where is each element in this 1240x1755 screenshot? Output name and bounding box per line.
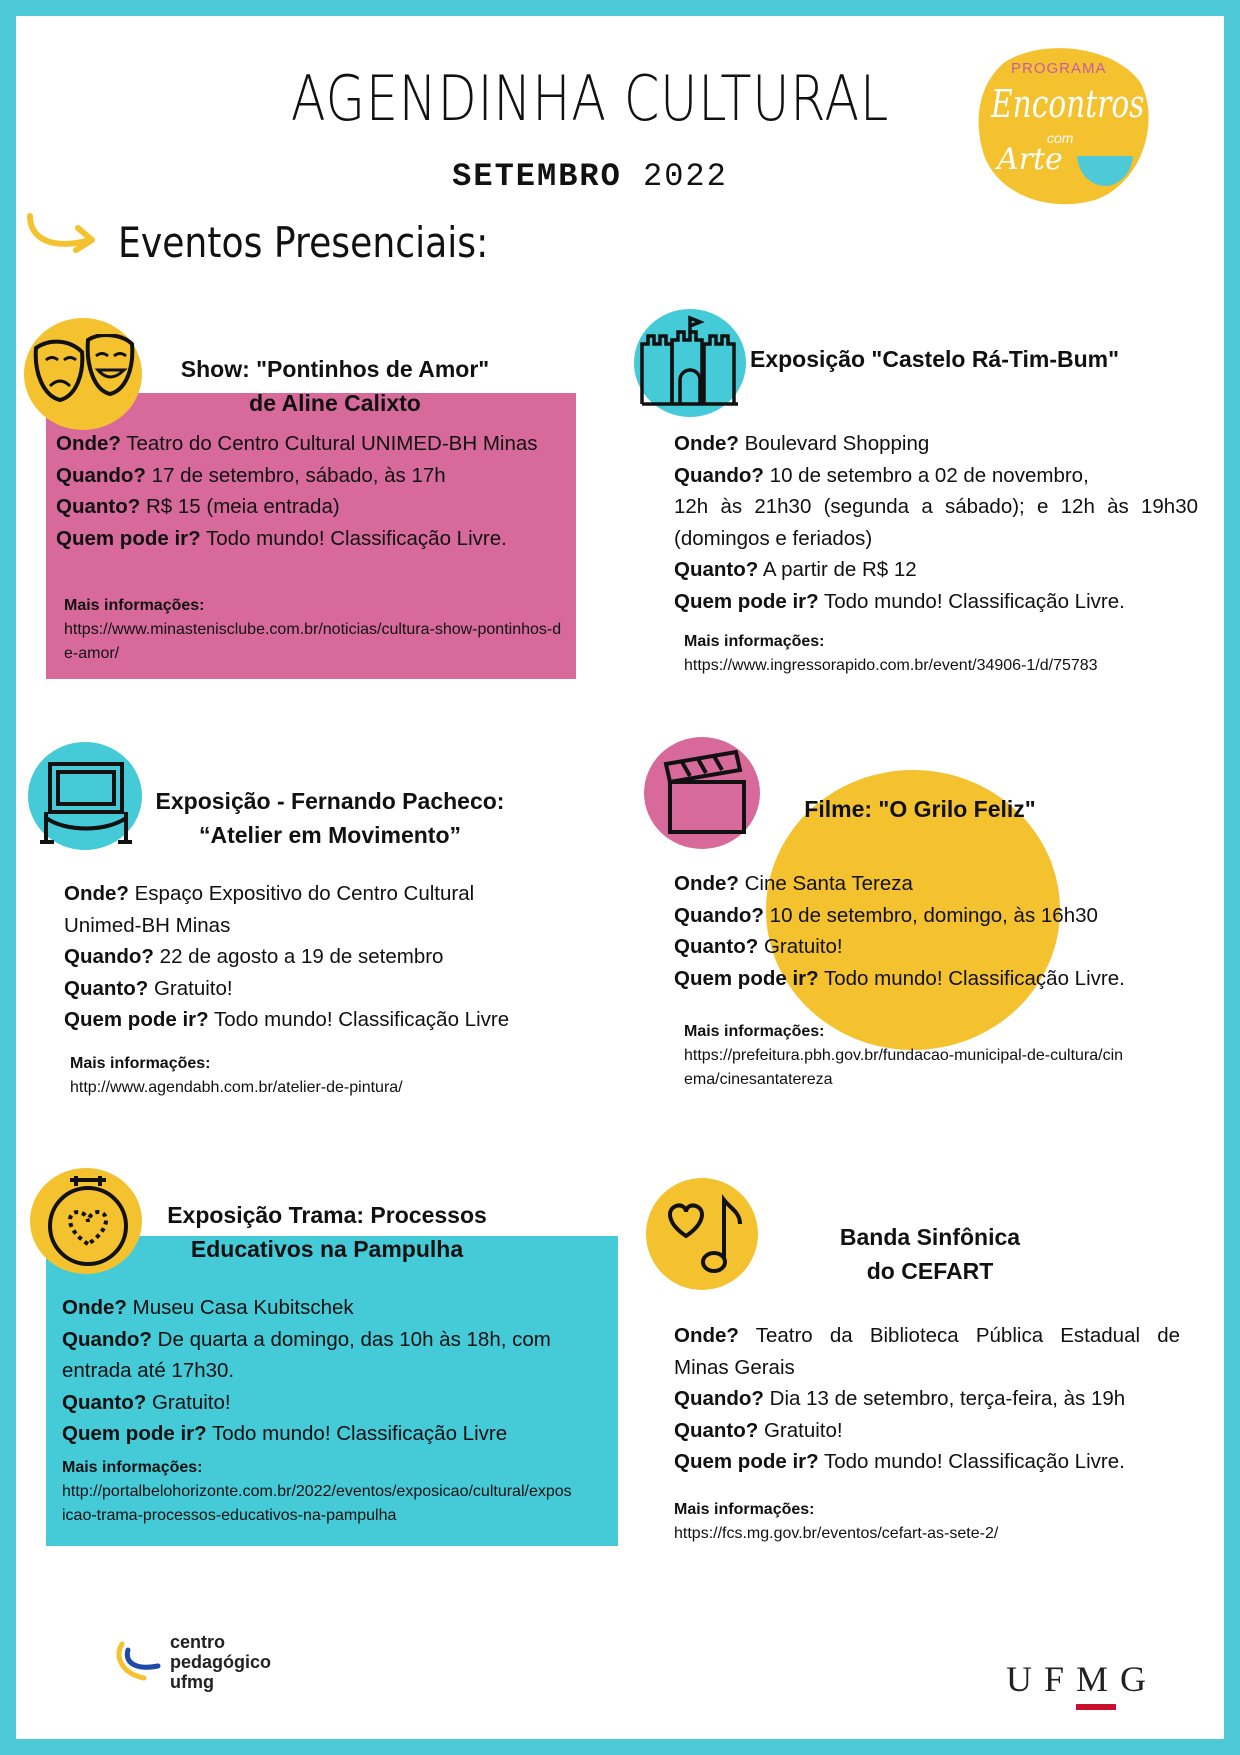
price-label: Quanto?	[62, 1390, 147, 1414]
where-label: Onde?	[674, 872, 739, 895]
event-title	[800, 1220, 1060, 1288]
where-value: Espaço Expositivo do Centro Cultural	[134, 882, 475, 905]
cp-line2: pedagógico	[170, 1652, 272, 1672]
when-value-line2: 12h às 21h30 (segunda a sábado); e 12h às 19h30	[674, 495, 1198, 518]
bowl-icon	[1075, 150, 1135, 190]
event-title-line1: Exposição - Fernando Pacheco:	[155, 788, 505, 814]
more-info-link[interactable]: https://fcs.mg.gov.br/eventos/cefart-as-sete-2/	[674, 1525, 999, 1542]
where-label: Onde?	[64, 882, 129, 905]
who-label: Quem pode ir?	[64, 1008, 209, 1031]
when-value: De quarta a domingo, das 10h às 18h, com	[157, 1327, 551, 1351]
who-value: Todo mundo! Classificação Livre.	[823, 589, 1125, 613]
event-info	[674, 428, 1198, 617]
when-value: 17 de setembro, sábado, às 17h	[151, 463, 446, 487]
who-value: Todo mundo! Classificação Livre.	[823, 1450, 1125, 1473]
program-logo-line3: com	[1047, 130, 1074, 146]
event-title-line2: Educativos na Pampulha	[190, 1236, 464, 1262]
when-value-line3: (domingos e feriados)	[674, 526, 873, 550]
more-info	[62, 1456, 572, 1528]
who-label: Quem pode ir?	[56, 526, 201, 550]
museum-frame-icon	[36, 758, 136, 848]
program-logo-line4: Arte	[997, 142, 1063, 177]
when-label: Quando?	[674, 1387, 764, 1410]
price-value: Gratuito!	[763, 1418, 843, 1442]
event-title	[142, 1198, 512, 1266]
when-value: 10 de setembro a 02 de novembro,	[769, 463, 1089, 487]
music-heart-icon	[664, 1194, 748, 1278]
who-label: Quem pode ir?	[674, 1450, 819, 1473]
where-label: Onde?	[674, 1324, 739, 1347]
event-title: Exposição "Castelo Rá-Tim-Bum"	[750, 346, 1120, 372]
ufmg-logo-underline	[1076, 1704, 1116, 1710]
who-value: Todo mundo! Classificação Livre	[213, 1008, 510, 1031]
when-label: Quando?	[64, 945, 154, 968]
more-info-label: Mais informações:	[684, 1023, 825, 1040]
program-logo	[975, 42, 1155, 207]
event-title-line1: Show: "Pontinhos de Amor"	[180, 356, 490, 382]
more-info-link[interactable]: http://www.agendabh.com.br/atelier-de-pintura/	[70, 1079, 403, 1096]
section-heading: Eventos Presenciais:	[118, 218, 489, 267]
ufmg-logo: UFMG	[1006, 1659, 1159, 1699]
month: SETEMBRO	[452, 158, 622, 195]
program-logo-line2: Encontros	[991, 82, 1145, 126]
price-value: Gratuito!	[151, 1390, 231, 1414]
where-value: Teatro da Biblioteca Pública Estadual de	[755, 1324, 1180, 1347]
where-value: Boulevard Shopping	[744, 432, 930, 455]
who-value: Todo mundo! Classificação Livre.	[205, 526, 507, 550]
more-info-label: Mais informações:	[70, 1055, 211, 1072]
more-info	[674, 1498, 1174, 1546]
when-value: Dia 13 de setembro, terça-feira, às 19h	[769, 1387, 1126, 1410]
who-value: Todo mundo! Classificação Livre	[211, 1422, 508, 1445]
where-value: Museu Casa Kubitschek	[132, 1296, 354, 1319]
event-title	[140, 352, 530, 420]
event-title-line2: de Aline Calixto	[249, 390, 421, 416]
more-info	[70, 1052, 570, 1100]
price-value: Gratuito!	[763, 935, 843, 958]
event-info	[64, 878, 584, 1036]
embroidery-hoop-icon	[44, 1172, 132, 1268]
event-info	[674, 868, 1194, 994]
price-label: Quanto?	[674, 558, 759, 581]
theater-masks-icon	[30, 334, 138, 414]
centro-pedagogico-logo	[170, 1632, 271, 1692]
curved-arrow-icon	[24, 210, 102, 258]
more-info-link[interactable]: https://www.ingressorapido.com.br/event/34906-1/d/75783	[684, 657, 1098, 674]
where-value-line2: Unimed-BH Minas	[64, 913, 231, 937]
when-label: Quando?	[674, 903, 764, 927]
more-info-link[interactable]: https://www.minastenisclube.com.br/noticias/cultura-show-pontinhos-de-amor/	[64, 621, 562, 662]
when-label: Quando?	[674, 463, 764, 487]
more-info	[684, 630, 1104, 678]
more-info	[684, 1020, 1124, 1092]
where-value: Cine Santa Tereza	[744, 872, 913, 895]
price-value: A partir de R$ 12	[762, 558, 917, 581]
when-label: Quando?	[56, 463, 146, 487]
more-info	[64, 594, 564, 666]
event-title: Filme: "O Grilo Feliz"	[804, 796, 1036, 822]
when-value: 22 de agosto a 19 de setembro	[159, 945, 444, 968]
where-value-line2: Minas Gerais	[674, 1355, 795, 1379]
when-value: 10 de setembro, domingo, às 16h30	[769, 903, 1098, 927]
program-logo-line1: PROGRAMA	[1011, 60, 1107, 77]
more-info-label: Mais informações:	[64, 597, 205, 614]
event-title-line1: Exposição Trama: Processos	[167, 1202, 487, 1228]
event-info	[62, 1292, 582, 1450]
clapperboard-icon	[662, 748, 752, 838]
cp-line3: ufmg	[170, 1672, 214, 1692]
cp-line1: centro	[170, 1632, 226, 1652]
more-info-link[interactable]: https://prefeitura.pbh.gov.br/fundacao-municipal-de-cultura/cinema/cinesantatereza	[684, 1047, 1124, 1088]
who-label: Quem pode ir?	[674, 589, 819, 613]
where-label: Onde?	[62, 1296, 127, 1319]
more-info-link[interactable]: http://portalbelohorizonte.com.br/2022/eventos/exposicao/cultural/exposicao-trama-processos-educativos-na-pampulha	[62, 1483, 572, 1524]
event-title-line1: Banda Sinfônica	[839, 1224, 1021, 1250]
year: 2022	[643, 158, 728, 195]
price-label: Quanto?	[674, 1418, 759, 1442]
castle-icon	[638, 314, 742, 406]
event-title-line2: do CEFART	[866, 1258, 994, 1284]
when-value-line2: entrada até 17h30.	[62, 1359, 235, 1382]
more-info-label: Mais informações:	[62, 1459, 203, 1476]
centro-pedagogico-logo-icon	[114, 1640, 164, 1686]
event-title	[140, 784, 520, 852]
event-info	[674, 1320, 1180, 1478]
more-info-label: Mais informações:	[684, 633, 825, 650]
page-title: AGENDINHA CULTURAL	[290, 62, 890, 135]
where-label: Onde?	[674, 432, 739, 455]
price-label: Quanto?	[56, 495, 141, 518]
price-value: Gratuito!	[153, 976, 233, 1000]
who-value: Todo mundo! Classificação Livre.	[823, 966, 1125, 990]
price-label: Quanto?	[64, 976, 149, 1000]
who-label: Quem pode ir?	[62, 1422, 207, 1445]
price-value: R$ 15 (meia entrada)	[145, 495, 340, 518]
event-info	[56, 428, 576, 554]
where-value: Teatro do Centro Cultural UNIMED-BH Minas	[126, 432, 538, 455]
price-label: Quanto?	[674, 935, 759, 958]
event-title-line2: “Atelier em Movimento”	[199, 822, 461, 848]
where-label: Onde?	[56, 432, 121, 455]
who-label: Quem pode ir?	[674, 966, 819, 990]
when-label: Quando?	[62, 1327, 152, 1351]
more-info-label: Mais informações:	[674, 1501, 815, 1518]
